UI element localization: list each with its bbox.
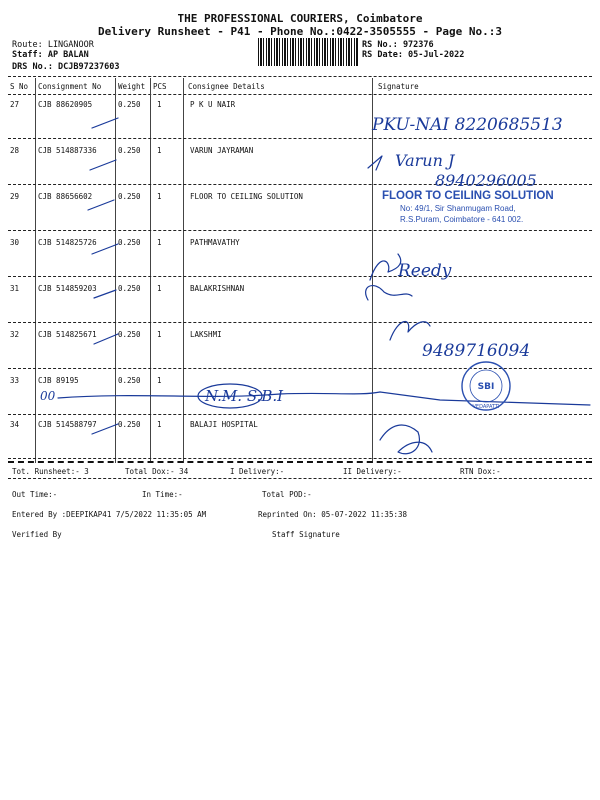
entered-by: Entered By :DEEPIKAP41 7/5/2022 11:35:05 AM xyxy=(12,510,207,519)
row-consignment: CJB 514887336 xyxy=(38,146,97,155)
row-consignee: BALAKRISHNAN xyxy=(190,284,245,293)
tick-mark xyxy=(92,244,118,254)
col-sno: S No xyxy=(10,82,29,91)
row-pcs: 1 xyxy=(157,420,162,429)
row-pcs: 1 xyxy=(157,284,162,293)
row-weight: 0.250 xyxy=(118,100,141,109)
row-sno: 28 xyxy=(10,146,20,155)
col-signature: Signature xyxy=(378,82,419,91)
row-consignment: CJB 89195 xyxy=(38,376,79,385)
tick-mark xyxy=(94,334,118,344)
out-time: Out Time:- xyxy=(12,490,58,499)
row-pcs: 1 xyxy=(157,376,162,385)
row-weight: 0.250 xyxy=(118,376,141,385)
row-pcs: 1 xyxy=(157,238,162,247)
pen-stroke xyxy=(368,156,382,170)
row-consignee: P K U NAIR xyxy=(190,100,236,109)
row-weight: 0.250 xyxy=(118,420,141,429)
ii-delivery: II Delivery:- xyxy=(343,467,402,476)
pen-stroke xyxy=(366,286,412,300)
row-consignee: VARUN JAYRAMAN xyxy=(190,146,254,155)
company-stamp-name: FLOOR TO CEILING SOLUTION xyxy=(382,190,554,202)
tick-mark xyxy=(94,290,116,298)
row-consignee: LAKSHMI xyxy=(190,330,222,339)
phone-r32: 9489716094 xyxy=(422,341,531,361)
staff-label: Staff: AP BALAN xyxy=(12,50,89,60)
company-title: THE PROFESSIONAL COURIERS, Coimbatore xyxy=(177,12,423,25)
col-consignee: Consignee Details xyxy=(188,82,265,91)
row-consignee: PATHMAVATHY xyxy=(190,238,240,247)
row-consignment: CJB 514825726 xyxy=(38,238,97,247)
total-pod: Total POD:- xyxy=(262,490,312,499)
row-sno: 29 xyxy=(10,192,20,201)
row-pcs: 1 xyxy=(157,192,162,201)
row-pcs: 1 xyxy=(157,330,162,339)
route-label: Route: LINGANOOR xyxy=(12,40,94,50)
drs-number: DRS No.: DCJB97237603 xyxy=(12,62,120,72)
note-r33: 00 xyxy=(40,389,56,403)
pen-stroke xyxy=(370,254,401,280)
row-sno: 31 xyxy=(10,284,20,293)
row-consignee: BALAJI HOSPITAL xyxy=(190,420,258,429)
company-stamp-address1: No: 49/1, Sir Shanmugam Road, xyxy=(400,204,516,213)
note-r33b: N.M. S.B.I xyxy=(205,387,284,405)
row-weight: 0.250 xyxy=(118,238,141,247)
row-consignment: CJB 514588797 xyxy=(38,420,97,429)
tick-mark xyxy=(92,118,118,128)
rs-number: RS No.: 972376 xyxy=(362,40,434,50)
row-consignment: CJB 88620905 xyxy=(38,100,93,109)
pen-stroke xyxy=(380,425,432,454)
row-consignment: CJB 514825671 xyxy=(38,330,97,339)
row-sno: 33 xyxy=(10,376,20,385)
row-sno: 30 xyxy=(10,238,20,247)
row-weight: 0.250 xyxy=(118,146,141,155)
company-stamp-address2: R.S.Puram, Coimbatore - 641 002. xyxy=(400,215,524,224)
divider xyxy=(8,461,592,463)
phone-r28: 8940296005 xyxy=(435,171,537,190)
reprinted-on: Reprinted On: 05-07-2022 11:35:38 xyxy=(258,510,408,519)
i-delivery: I Delivery:- xyxy=(230,467,285,476)
signature-r28: Varun J xyxy=(395,151,455,170)
total-dox: Total Dox:- 34 xyxy=(125,467,189,476)
row-sno: 34 xyxy=(10,420,20,429)
row-consignment: CJB 88656602 xyxy=(38,192,93,201)
row-weight: 0.250 xyxy=(118,192,141,201)
rtn-dox: RTN Dox:- xyxy=(460,467,501,476)
row-pcs: 1 xyxy=(157,146,162,155)
row-pcs: 1 xyxy=(157,100,162,109)
col-pcs: PCS xyxy=(153,82,167,91)
row-weight: 0.250 xyxy=(118,330,141,339)
divider xyxy=(8,478,592,479)
tot-runsheet: Tot. Runsheet:- 3 xyxy=(12,467,89,476)
row-weight: 0.250 xyxy=(118,284,141,293)
sbi-stamp-subtext: VEDAPATTI xyxy=(472,404,500,410)
staff-signature: Staff Signature xyxy=(272,530,340,539)
tick-mark xyxy=(92,424,118,434)
verified-by: Verified By xyxy=(12,530,62,539)
tick-mark xyxy=(90,160,116,170)
sbi-stamp-text: SBI xyxy=(477,382,495,392)
row-consignment: CJB 514859203 xyxy=(38,284,97,293)
tick-mark xyxy=(88,200,114,210)
signature-r27: PKU-NAI 8220685513 xyxy=(372,115,563,135)
col-consignment: Consignment No xyxy=(38,82,102,91)
row-consignee: FLOOR TO CEILING SOLUTION xyxy=(190,192,303,201)
signature-r30: Reedy xyxy=(398,261,452,281)
row-sno: 32 xyxy=(10,330,20,339)
in-time: In Time:- xyxy=(142,490,183,499)
col-weight: Weight xyxy=(118,82,146,91)
pen-stroke xyxy=(390,322,430,340)
runsheet-subtitle: Delivery Runsheet - P41 - Phone No.:0422-3505555 - Page No.:3 xyxy=(98,25,502,38)
rs-date: RS Date: 05-Jul-2022 xyxy=(362,50,465,60)
row-sno: 27 xyxy=(10,100,20,109)
